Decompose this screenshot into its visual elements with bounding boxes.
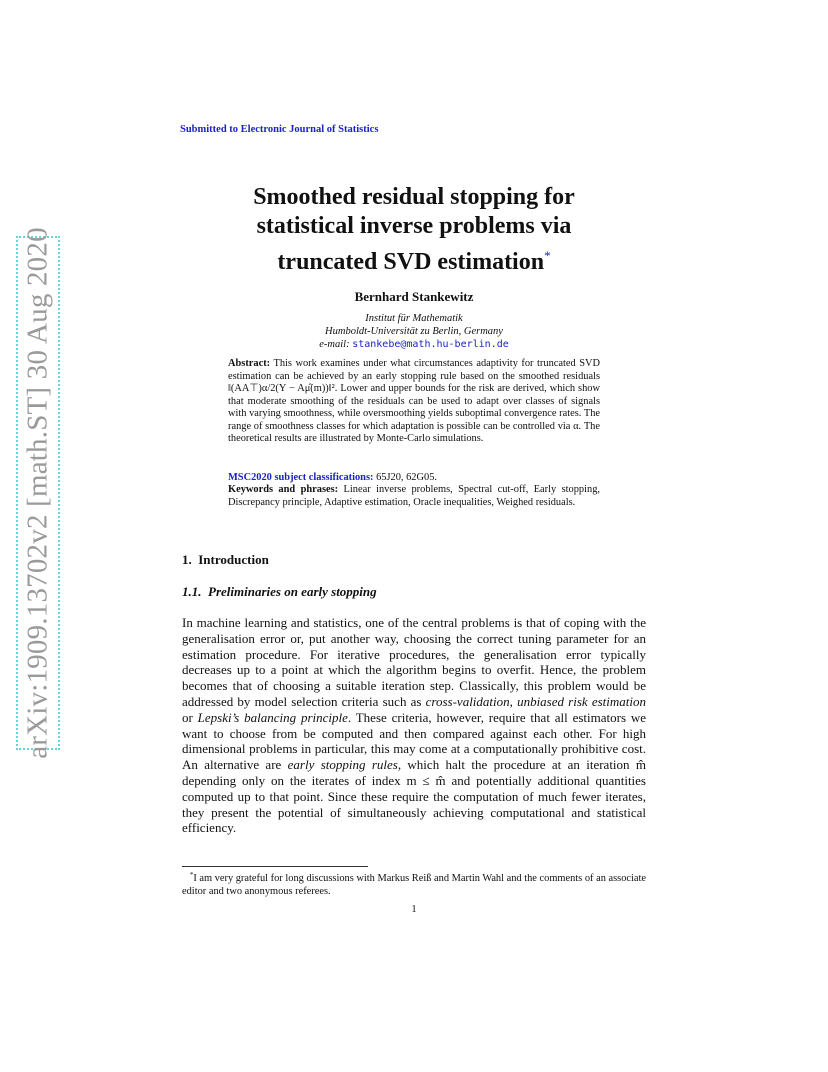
body-text-2: . These criteria, however, require that all estimators we want to choose from be computed and then compared against each other. For high dimensional problems in particular, this may come at a computationally prohibitive cost. An alternative are bbox=[182, 709, 646, 773]
section-number: 1. bbox=[182, 552, 192, 567]
footnote bbox=[182, 869, 646, 898]
title-line-3 bbox=[182, 241, 646, 277]
body-sep-2: or bbox=[182, 709, 193, 725]
abstract-formula: ‖(AA⊤)α/2(Y − Aμ̂(m))‖² bbox=[228, 383, 335, 394]
title-line-1: Smoothed residual stopping for bbox=[253, 184, 575, 210]
body-text-1: In machine learning and statistics, one of the central problems is that of coping with the generalisation error or, put another way, choosing the correct tuning parameter for an estimation procedure. For iterative procedures, the generalisation error typically decreases up to a point at which the algorithm begins to overfit. Hence, the problem becomes that of choosing a suitable iteration step. Classically, this problem would be addressed by model selection criteria such as bbox=[182, 615, 646, 709]
emph-cross-validation: cross-validation bbox=[425, 693, 510, 709]
title-line-3-text: truncated SVD estimation bbox=[277, 249, 545, 275]
affiliation-email-line bbox=[182, 338, 646, 351]
footnote-text: I am very grateful for long discussions with Markus Reiß and Martin Wahl and the comments of an associate editor and two anonymous referees. bbox=[182, 873, 646, 897]
email-label: e-mail: bbox=[319, 339, 350, 350]
msc-value: 65J20, 62G05. bbox=[376, 472, 437, 483]
keywords-value: Linear inverse problems, Spectral cut-off, Early stopping, Discrepancy principle, Adaptive estimation, Oracle inequalities, Weighed residuals. bbox=[228, 484, 600, 508]
abstract-text-1: This work examines under what circumstances adaptivity for truncated SVD estimation can be achieved by an early stopping rule based on the smoothed residuals bbox=[228, 358, 600, 382]
author-name: Bernhard Stankewitz bbox=[354, 289, 474, 304]
section-title: Introduction bbox=[198, 552, 269, 567]
title-line-2: statistical inverse problems via bbox=[256, 213, 572, 239]
body-paragraph bbox=[182, 615, 646, 836]
arxiv-id: arXiv:1909.13702v2 [math.ST] 30 Aug 2020 bbox=[21, 227, 54, 759]
paper-title bbox=[182, 183, 646, 277]
arxiv-stamp bbox=[16, 227, 60, 759]
keywords-label: Keywords and phrases: bbox=[228, 484, 339, 495]
emph-early-stopping: early stopping rules bbox=[287, 757, 398, 773]
abstract-text-2: . Lower and upper bounds for the risk are derived, which show that moderate smoothing of the residuals can be used to adapt over classes of signals with varying smoothness, while oversmoothing yields suboptimal convergence rates. The range of smoothness classes for which adaptation is possible can be controlled via α. The theoretical results are illustrated by Monte-Carlo simulations. bbox=[228, 383, 600, 444]
msc-classifications bbox=[228, 472, 600, 485]
abstract bbox=[228, 358, 600, 446]
footnote-rule bbox=[182, 866, 368, 867]
email-link[interactable]: stankebe@math.hu-berlin.de bbox=[352, 339, 509, 350]
body-text-3: , which halt the procedure at an iteration m̂ depending only on the iterates of index m ≤ m̂ and potentially additional quantities computed up to that point. Since these require the computation of much fewer iterates, they present the potential of simultaneously achieving computational and statistical efficiency. bbox=[182, 757, 646, 836]
affiliation-university: Humboldt-Universität zu Berlin, Germany bbox=[325, 326, 503, 337]
body-sep-1: , bbox=[509, 693, 513, 709]
affiliation bbox=[182, 312, 646, 351]
subsection-title: Preliminaries on early stopping bbox=[208, 584, 377, 599]
title-footnote-marker[interactable]: * bbox=[544, 248, 551, 263]
subsection-number: 1.1. bbox=[182, 584, 202, 599]
page-number: 1 bbox=[411, 904, 417, 915]
emph-lepski: Lepski’s balancing principle bbox=[197, 709, 348, 725]
keywords bbox=[228, 484, 600, 509]
emph-unbiased-risk: unbiased risk estimation bbox=[517, 693, 647, 709]
subsection-heading bbox=[182, 584, 377, 600]
abstract-label: Abstract: bbox=[228, 358, 271, 369]
msc-label[interactable]: MSC2020 subject classifications: bbox=[228, 472, 374, 483]
section-heading bbox=[182, 552, 269, 568]
journal-header[interactable]: Submitted to Electronic Journal of Statistics bbox=[180, 124, 379, 135]
footnote-marker: * bbox=[189, 871, 194, 879]
affiliation-institute: Institut für Mathematik bbox=[365, 313, 463, 324]
